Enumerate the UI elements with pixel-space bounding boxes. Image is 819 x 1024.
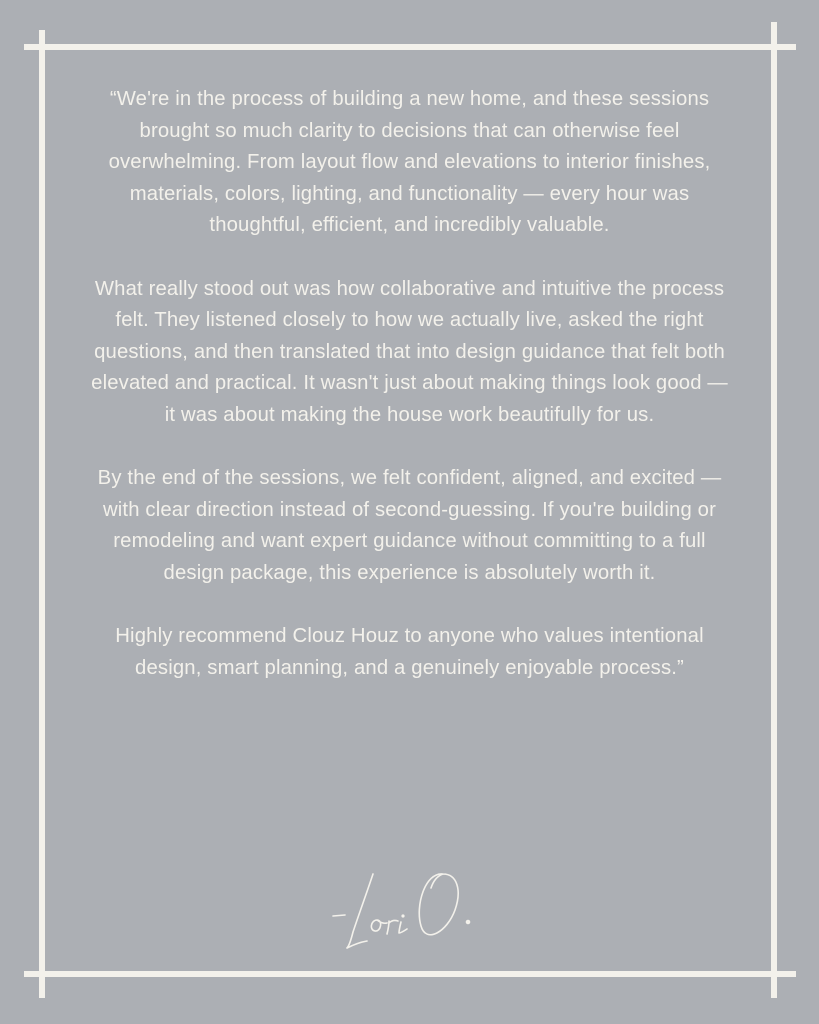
testimonial-quote (90, 84, 729, 684)
frame-bottom-line (24, 971, 796, 977)
testimonial-paragraph-3: By the end of the sessions, we felt confident, aligned, and excited — with clear direction instead of second-guessing. If you're building or remodeling and want expert guidance without committing to a full design package, this experience is absolutely worth it. (97, 467, 722, 584)
frame-top-line (24, 44, 796, 50)
testimonial-paragraph-2: What really stood out was how collaborative and intuitive the process felt. They listened closely to how we actually live, asked the right questions, and then translated that into design guidance that felt both elevated and practical. It wasn't just about making things look good — it was about making the house work beautifully for us. (91, 277, 728, 426)
testimonial-paragraph-4: Highly recommend Clouz Houz to anyone who values intentional design, smart planning, and a genuinely enjoyable process.” (115, 625, 704, 679)
testimonial-paragraph-1: “We're in the process of building a new home, and these sessions brought so much clarity to decisions that can otherwise feel overwhelming. From layout flow and elevations to interior finishes, materials, colors, lighting, and functionality — every hour was thoughtful, efficient, and incredibly valuable. (108, 88, 711, 237)
handwritten-signature (325, 862, 495, 954)
frame-right-line (771, 22, 777, 998)
frame-left-line (39, 30, 45, 998)
